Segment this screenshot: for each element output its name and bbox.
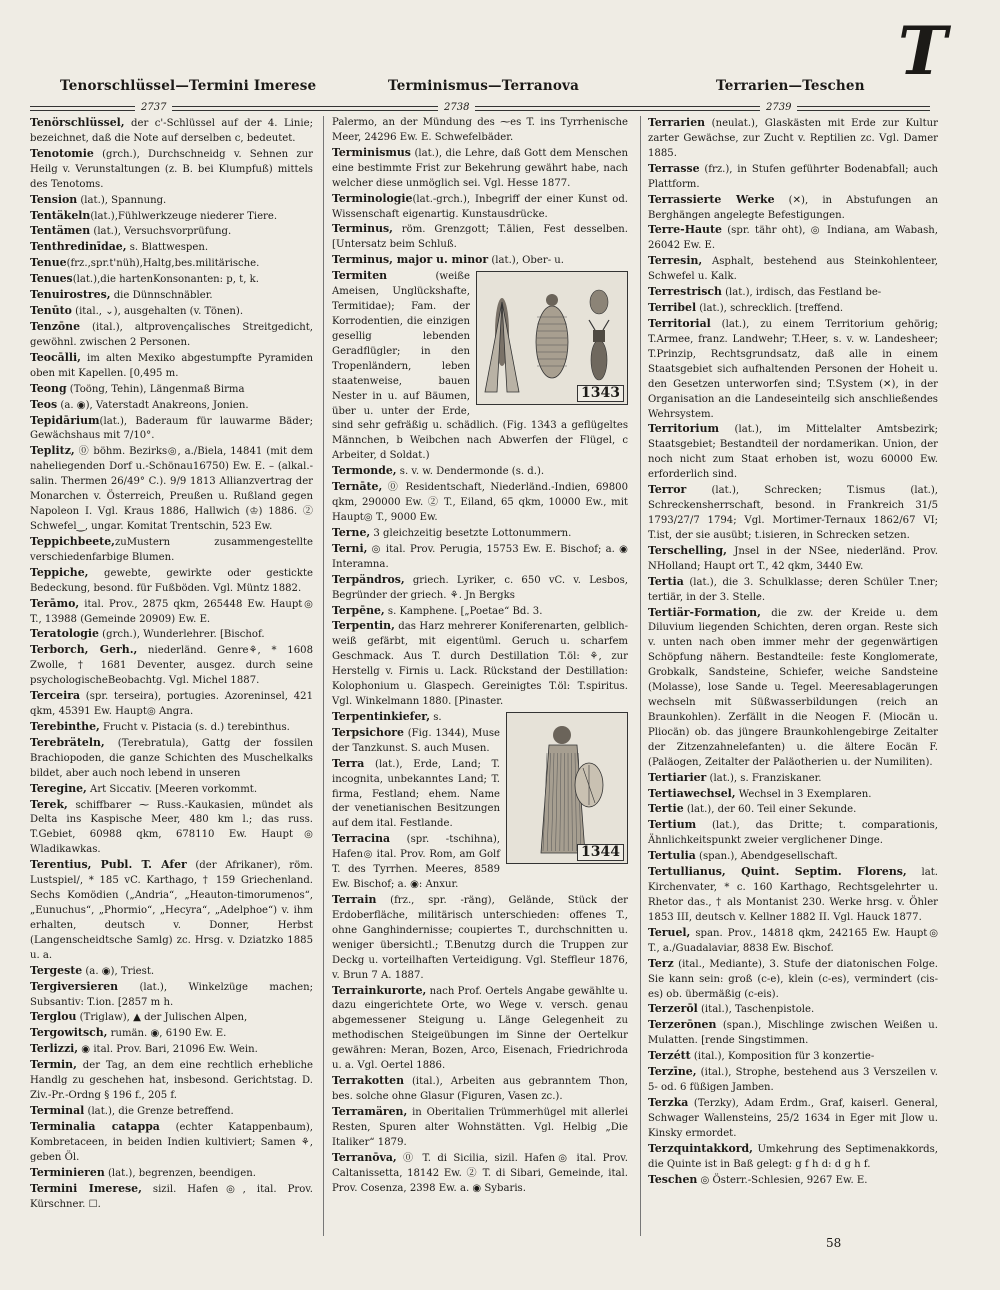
entry-text: Asphalt, bestehend aus Steinkohlenteer, Schwefel u. Kalk. [648,256,938,283]
entry-text: (ital.), Komposition für 3 konzertie- [690,1051,875,1063]
entry-text: der Tag, an dem eine rechtlich erhebliche Handlg zu geschehen hat, insbesond. Gerichtstag. D. Ziv.-Pr.-Ordng § 196 f., 205 f. [30,1060,313,1102]
dictionary-entry [648,1049,938,1065]
entry-headword: Tergowitsch, [30,1026,108,1040]
dictionary-entry [332,984,628,1075]
entry-headword: Terre-Haute [648,223,722,237]
entry-headword: Terpsichore [332,725,404,739]
entry-text: (Triglaw), ▲ der Julischen Alpen, [76,1012,248,1024]
entry-headword: Terentius, Publ. T. Afer [30,858,187,872]
entry-headword: Teruel, [648,925,691,939]
entry-text: Jnsel in der NSee, niederländ. Prov. NHolland; Haupt ort T., 42 qkm, 3440 Ew. [648,545,938,572]
page-mark: 58 [826,1236,842,1250]
dictionary-entry [332,1074,628,1105]
entry-text: (lat.), die 3. Schulklasse; deren Schüler T.ner; tertiär, in der 3. Stelle. [648,576,938,603]
entry-headword: Terrestrisch [648,285,722,299]
dictionary-entry [648,771,938,787]
entry-headword: Termin, [30,1058,77,1072]
entry-text: (frz., spr. -räng), Gelände, Stück der Erdoberfläche, militärisch unterschieden: offenes T., ohne Ganghindernisse; coupiertes T., durchschnitten u. weniger übersichtl.; T.Benutzg durch die Truppen zur Deckg u. vorteilhaften Verteidigung. Vgl. Steffleur 1876, v. Brun 7 A. 1887. [332,895,628,981]
entry-headword: Terebräteln, [30,735,105,749]
entry-headword: Teocālli, [30,350,81,364]
dictionary-entry [30,858,313,963]
dictionary-entry [30,193,313,209]
dictionary-entry [332,526,628,542]
dictionary-entry [648,1173,938,1189]
entry-text: zuMustern zusammengestellte verschiedenfarbige Blumen. [30,536,313,563]
entry-headword: Teppiche, [30,565,89,579]
entry-text: (grch.), Wunderlehrer. [Bischof. [98,629,265,641]
entry-text: (lat.),die hartenKonsonanten: p, t, k. [72,274,259,286]
entry-text: (lat.), irdisch, das Festland be- [721,287,882,299]
dictionary-entry [30,1104,313,1120]
entry-text: (ital.), Strophe, bestehend aus 3 Verszeilen v. 5- od. 6 füßigen Jamben. [648,1067,938,1094]
engraving-drawing [507,713,627,863]
entry-headword: Tentäkeln [30,208,91,222]
entry-text: Art Siccativ. [Meeren vorkommt. [86,783,258,795]
entry-text: (lat.), begrenzen, beendigen. [104,1167,256,1179]
entry-text: schiffbarer ⁓ Russ.-Kaukasien, mündet als Delta ins Kaspische Meer, 480 km l.; das russ. T.Gebiet, 60988 qkm, 678110 Ew. Haupt◎ Wladikawkas. [30,799,313,856]
entry-text: sizil. Hafen◎, ital. Prov. Kürschner. ☐. [30,1183,314,1210]
entry-headword: Terminologie [332,191,413,205]
entry-text: (lat.),Fühlwerkzeuge niederer Tiere. [90,210,278,222]
entry-text: im alten Mexiko abgestumpfte Pyramiden oben mit Kapellen. [0,495 m. [30,352,313,379]
illustration [476,271,628,405]
entry-text: (spr. tähr oht), ◎ Indiana, am Wabash, 26042 Ew. E. [648,225,938,252]
entry-text: griech. Lyriker, c. 650 vC. v. Lesbos, Begründer der griech. ⚘. Jn Bergks [332,574,628,601]
entry-text: (span.), Abendgesellschaft. [695,851,838,863]
dictionary-entry [332,480,628,526]
entry-headword: Termini Imerese, [30,1181,142,1195]
dictionary-entry [30,209,313,225]
entry-headword: Terpentinkiefer, [332,709,431,723]
entry-headword: Tension [30,192,78,206]
dictionary-entry [648,1096,938,1142]
dictionary-entry [30,351,313,382]
dictionary-entry [332,192,628,223]
dictionary-entry [648,162,938,193]
dictionary-entry [332,146,628,192]
dictionary-entry [648,802,938,818]
entry-headword: Territorium [648,422,720,436]
entry-text: ⓪ böhm. Bezirks◎, a./Biela, 14841 (mit dem naheliegenden Dorf u.-Schönau16750) Ew. E. – (alkal.-salin. Thermen 26/49° C.). 9/9 1813 Allianzvertrag der Monarchen v. Österreich, Preußen u. Rußland gegen Napoleon I. Vgl. Kraus 1886, Hallwich (♔) 1886. ② Schwefel‿, ungar. Komitat Trentschin, 523 Ew. [30,446,313,532]
entry-text: (ital., Mediante), 3. Stufe der diatonischen Folge. Sie kann sein: groß (c-e), klein (c-es), vermindert (cis-es) ob. übermäßig (c-eis). [648,958,938,1000]
dictionary-entry [30,643,313,689]
entry-text: (Toöng, Tehin), Längenmaß Birma [66,383,245,395]
header-center: Terminismus—Terranova [388,78,580,94]
dictionary-entry [30,147,313,193]
entry-text: der c'-Schlüssel auf der 4. Linie; bezeichnet, daß die Note auf derselben c, bedeutet. [30,118,313,144]
dictionary-entry [30,288,313,304]
dictionary-entry [332,464,628,480]
entry-headword: Teos [30,397,58,411]
dictionary-entry [648,223,938,254]
entry-headword: Terminus, [332,222,393,236]
entry-text: das Harz mehrerer Koniferenarten, gelblich-weiß gefärbt, mit eigentüml. Geruch u. scharfem Geschmack. Aus T. durch Destillation T.öl: ⚘, zur Herstellg v. Firnis u. Lack. Rückstand der Destillation: Kolophonium u. Glaspech. Gereinigtes T.öl: T.spiritus. Vgl. Winkelmann 1880. [Pinaster. [332,621,628,708]
entry-text: ⓪ Residentschaft, Niederländ.-Indien, 69800 qkm, 290000 Ew. ② T., Eiland, 65 qkm, 10000 Ew., mit Haupt◎ T., 9000 Ew. [332,482,628,523]
page-number-left: 2737 [135,102,172,113]
dictionary-entry [648,575,938,606]
entry-headword: Terrain [332,893,377,907]
illustration [506,712,628,864]
dictionary-entry [30,1182,313,1213]
entry-headword: Terzka [648,1096,689,1109]
dictionary-entry [648,606,938,771]
dictionary-entry [30,1042,313,1058]
entry-text: Palermo, an der Mündung des ⁓es T. ins Tyrrhenische Meer, 24296 Ew. E. Schwefelbäder. [332,117,628,143]
entry-text: (ital.), Arbeiten aus gebranntem Thon, bes. solche ohne Glasur (Figuren, Vasen zc.). [332,1076,628,1102]
dictionary-entry [30,1026,313,1042]
dictionary-entry [30,444,313,535]
entry-text: lat. Kirchenvater, * c. 160 Karthago, Rechtsgelehrter u. Rhetor das., † als Montanist 230. Werke hrsg. v. Öhler 1853 III, deutsch v. Kellner 1882 II. Vgl. Hauck 1877. [648,867,938,923]
entry-text: (ital.), Taschenpistole. [697,1004,815,1016]
dictionary-entry [30,382,313,398]
dictionary-entry [648,483,938,544]
entry-text: (lat.), zu einem Territorium gehörig; T.Armee, franz. Landwehr; T.Heer, s. v. w. Landesheer; T.Prinzip, Rechtsgrundsatz, daß alle in einem Staatsgebiet sich aufhaltenden Personen der Hoheit u. den Gesetzen unterworfen sind; T.System (✕), in der Organisation an die Landeseinteilg sich anschließendes Wehrsystem. [648,318,938,420]
entry-headword: Terranōva, [332,1150,397,1164]
column-divider-2 [640,116,641,1236]
dictionary-entry [30,736,313,782]
entry-text: (lat.), Baderaum für lauwarme Bäder; Gewächshaus mit 7/10°. [30,415,313,442]
entry-text: (spr. -tschihna), Hafen◎ ital. Prov. Rom, am Golf T. des Tyrrhen. Meeres, 8589 Ew. Bischof; a. ◉: Anxur. [332,834,500,891]
entry-headword: Tergiversieren [30,979,119,993]
dictionary-entry [648,926,938,957]
entry-headword: Terminismus [332,145,411,159]
entry-headword: Terminus, major u. minor [332,253,489,267]
entry-headword: Terminieren [30,1165,105,1179]
dictionary-entry [30,1120,313,1166]
entry-headword: Tertiär-Formation, [648,605,761,619]
entry-headword: Terribel [648,301,697,315]
entry-text: Frucht v. Pistacia (s. d.) terebinthus. [99,721,290,733]
entry-text: s. [430,711,442,723]
entry-headword: Terpentin, [332,619,395,633]
entry-headword: Ternāte, [332,480,383,494]
dictionary-entry [648,1018,938,1049]
entry-headword: Terpändros, [332,572,405,586]
entry-text: niederländ. Genre⚘, * 1608 Zwolle, † 1681 Deventer, ausgez. durch seine psychologischeBeobachtg. Vgl. Michel 1887. [30,645,313,687]
dictionary-entry [30,224,313,240]
entry-headword: Tertullianus, Quint. Septim. Florens, [648,865,907,879]
entry-headword: Tentämen [30,224,91,238]
entry-text: (lat.), Spannung. [77,194,167,206]
entry-headword: Terlizzi, [30,1042,79,1056]
dictionary-entry [30,782,313,798]
header-left: Tenorschlüssel—Termini Imerese [60,78,317,94]
entry-text: (lat.), das Dritte; t. comparationis, Ähnlichkeitspunkt zweier verglichener Dinge. [648,820,938,847]
entry-headword: Terzquintakkord, [648,1141,753,1155]
dictionary-entry [648,1142,938,1173]
entry-text: die zw. der Kreide u. dem Diluvium liegenden Schichten, deren organ. Reste sich v. unten nach oben immer mehr der gegenwärtigen Schöpfung nähern. Bestandteile: feste Konglomerate, Grobkalk, Sandsteine, Schiefer, weiche Sandsteine (Molasse), lose Sande u. Tegel. Meeresablagerungen wechseln mit Süßwasserbildungen (reich an Braunkohlen). Zerfällt in die Neogen F. (Miocän u. Pliocän) ob. das jüngere Braunkohlengebirge Zeitalter der Zitzenzahnelefanten) u. die ältere Eocän F. (Paläogen, Zeitalter der Paläotherien u. der Numiliten). [648,607,938,768]
dictionary-entry [332,604,628,620]
entry-headword: Termonde, [332,464,397,478]
dictionary-entry [648,544,938,575]
dictionary-entry [30,720,313,736]
entry-headword: Tenthredinīdae, [30,240,127,254]
entry-text: (a. ◉), Triest. [82,965,155,977]
entry-headword: Territorial [648,316,711,330]
entry-headword: Teplitz, [30,444,75,458]
dictionary-entry [332,1105,628,1151]
entry-headword: Terāmo, [30,596,80,610]
entry-headword: Terramären, [332,1104,408,1118]
entry-headword: Terra [332,756,365,770]
entry-headword: Terne, [332,525,371,539]
dictionary-entry [30,597,313,628]
column-3 [648,116,938,1189]
dictionary-entry [648,957,938,1003]
entry-headword: Tergeste [30,963,83,977]
entry-headword: Terror [648,483,687,497]
dictionary-entry [30,689,313,720]
entry-headword: Terrasse [648,161,700,175]
figure-number: 1343 [577,385,624,402]
dictionary-entry [648,849,938,865]
dictionary-entry [30,272,313,288]
dictionary-entry [30,240,313,256]
header-right: Terrarien—Teschen [716,78,865,94]
entry-text: (lat.), Winkelzüge machen; Subsantiv: T.ion. [2857 m h. [30,981,313,1008]
entry-text: (frz.), in Stufen geführter Bodenabfall; auch Plattform. [648,163,938,190]
entry-text: rumän. ◉, 6190 Ew. E. [107,1028,227,1040]
entry-text: (Terebratula), Gattg der fossilen Brachiopoden, die ganze Schichten des Muschelkalks bildet, aber auch noch lebend in unseren [30,737,313,779]
dictionary-entry [648,116,938,162]
entry-text: s. Blattwespen. [126,242,209,254]
entry-headword: Tenotomie [30,146,94,160]
dictionary-entry [332,893,628,984]
dictionary-entry [648,301,938,317]
column-2 [332,116,628,1196]
entry-text: (weiße Ameisen, Unglückshafte, Termitidae); Fam. der Korrodentien, die einzigen gesellig lebenden Geradflügler; in den Tropenländern, leben staatenweise, bauen Nester in u. auf Bäumen, über u. unter der Erde, sind sehr gefräßig u. schädlich. (Fig. 1343 a geflügeltes Männchen, b Weibchen nach Abwerfen der Flügel, c Arbeiter, d Soldat.) [332,271,628,462]
dictionary-entry [648,1065,938,1096]
entry-headword: Terrassierte Werke [648,192,775,206]
entry-headword: Terracina [332,832,391,846]
dictionary-entry [30,1010,313,1026]
entry-headword: Tertie [648,802,684,816]
entry-text: (echter Katappenbaum), Kombretaceen, in beiden Indien kultiviert; Samen ⚘, geben Öl. [30,1121,313,1163]
entry-text: 3 gleichzeitig besetzte Lottonummern. [370,527,572,539]
entry-text: (a. ◉), Vaterstadt Anakreons, Jonien. [57,399,249,411]
entry-headword: Terzerōnen [648,1018,717,1032]
entry-text: ◉ ital. Prov. Bari, 21096 Ew. Wein. [78,1044,258,1056]
entry-text: (neulat.), Glaskästen mit Erde zur Kultur zarter Gewächse, zur Zucht v. Reptilien zc. Vgl. Damer 1885. [648,118,938,159]
column-divider-1 [323,116,324,1236]
dictionary-entry [332,573,628,604]
entry-headword: Terglou [30,1010,77,1024]
entry-text: (lat.), die Lehre, daß Gott dem Menschen eine bestimmte Frist zur Bekehrung gewährt habe, nach welcher diese unmöglich sei. Vgl. Hesse 1877. [332,147,628,189]
entry-text: (lat.), Ober- u. [488,255,565,267]
page-number-right: 2739 [760,102,797,113]
dictionary-entry [30,566,313,597]
dictionary-entry [332,1151,628,1197]
dictionary-entry [30,964,313,980]
entry-text: s. Kamphene. [„Poetae“ Bd. 3. [384,605,543,617]
dictionary-entry [30,398,313,414]
entry-headword: Terschelling, [648,543,727,557]
entry-headword: Tenzōne [30,319,80,333]
dictionary-entry [30,627,313,643]
dictionary-entry [648,285,938,301]
dictionary-entry [332,222,628,253]
entry-text: (ital., ⌄), ausgehalten (v. Tönen). [71,306,244,318]
entry-text: (der Afrikaner), röm. Lustspiel/, * 185 vC. Karthago, † 159 Griechenland. Sechs Komödien („Andria“, „Heauton-timorumenos“, „Eunuchus“, „Phormio“, „Hecyra“, „Adelphoe“) v. ihm erhalten, deutsch v. Donner, Herbst (Langenscheidtsche Samlg) zc. Hrsg. v. Dziatzko 1885 u. a. [30,860,313,961]
dictionary-entry [332,542,628,573]
dictionary-entry [648,254,938,285]
section-letter: T [898,12,948,90]
entry-headword: Tertiawechsel, [648,786,736,800]
entry-headword: Terebinthe, [30,719,100,733]
dictionary-entry [30,256,313,272]
dictionary-entry [648,818,938,849]
entry-headword: Teratologie [30,627,99,641]
entry-text: in Oberitalien Trümmerhügel mit allerlei Resten, Spuren alter Wohnstätten. Vgl. Helbig „Die Italiker“ 1879. [332,1106,628,1148]
dictionary-entry [648,422,938,483]
dictionary-entry [30,1166,313,1182]
entry-text: (lat.), im Mittelalter Amtsbezirk; Staatsgebiet; Bestandteil der nordamerikan. Union, der noch nicht zum Staat erhoben ist, wozu 60000 Ew. erforderlich sind. [648,424,938,481]
entry-headword: Terek, [30,797,68,811]
figure-number: 1344 [577,844,624,861]
dictionary-entry [648,865,938,926]
entry-headword: Teschen [648,1172,698,1186]
column-2-bottom [332,832,628,1196]
dictionary-entry [30,535,313,566]
entry-headword: Terrainkurorte, [332,983,427,997]
entry-text: (lat.-grch.), Inbegriff der einer Kunst od. Wissenschaft eigenartig. Kunstausdrücke. [332,193,628,220]
entry-text: span. Prov., 14818 qkm, 242165 Ew. Haupt◎ T., a./Guadalaviar, 8838 Ew. Bischof. [648,927,938,954]
entry-headword: Tenue [30,256,67,270]
entry-headword: Terrakotten [332,1074,405,1088]
entry-text: ◎ Österr.-Schlesien, 9267 Ew. E. [697,1174,868,1186]
entry-headword: Tenuirostres, [30,288,111,302]
dictionary-entry [30,320,313,351]
entry-headword: Tertium [648,818,697,832]
entry-text: (Terzky), Adam Erdm., Graf, kaiserl. General, Schwager Wallensteins, 25/2 1634 in Eger mit Jlow u. Kinsky ermordet. [648,1098,938,1139]
entry-text: s. v. w. Dendermonde (s. d.). [396,466,545,478]
entry-headword: Terminal [30,1104,85,1117]
dictionary-entry [648,787,938,803]
entry-headword: Tenūto [30,304,72,318]
dictionary-entry [30,304,313,320]
entry-text: (frz.,spr.t'nüh),Haltg,bes.militärische. [66,258,260,270]
entry-text: röm. Grenzgott; T.ālien, Fest desselben. [Untersatz beim Schluß. [332,224,628,251]
entry-text: (✕), in Abstufungen an Berghängen angelegte Befestigungen. [648,194,938,221]
entry-headword: Terz [648,956,674,970]
entry-headword: Tertulia [648,849,696,863]
dictionary-entry [332,269,628,464]
entry-text: (span.), Mischlinge zwischen Weißen u. Mulatten. [rende Singstimmen. [648,1020,938,1047]
entry-headword: Terceira [30,689,81,703]
entry-headword: Teppichbeete, [30,534,115,548]
dictionary-entry [30,1058,313,1104]
entry-text: (lat.), Erde, Land; T. incognita, unbekanntes Land; T. firma, Festland; ehem. Name der venetianischen Besitzungen auf dem ital. Festlande. [332,758,500,830]
entry-headword: Terzerōl [648,1002,698,1016]
entry-headword: Terminalia catappa [30,1119,160,1133]
entry-text: (lat.), die Grenze betreffend. [84,1106,234,1117]
entry-text: (lat.), der 60. Teil einer Sekunde. [683,804,857,816]
column-1 [30,116,313,1212]
entry-text: nach Prof. Oertels Angabe gewählte u. dazu eingerichtete Orte, wo Wege v. versch. genau abgemessener Steigung u. Länge Gelegenheit zu methodischen Steigeübungen im Sinne der Oertelkur gewähren: Meran, Bozen, Arco, Eisenach, Friedrichroda u. a. Vgl. Oertel 1886. [332,985,628,1072]
dictionary-entry [30,116,313,147]
entry-headword: Tepidārium [30,413,100,427]
entry-text: (lat.), Versuchsvorprüfung. [90,226,232,238]
entry-headword: Terzīne, [648,1065,697,1079]
entry-text: Wechsel in 3 Exemplaren. [735,788,872,800]
entry-text: (lat.), s. Franziskaner. [706,772,822,784]
entry-text: ⓪ T. di Sicilia, sizil. Hafen◎ ital. Prov. Caltanissetta, 18142 Ew. ② T. di Sibari, Gemeinde, ital. Prov. Cosenza, 2398 Ew. a. ◉ Sybaris. [332,1152,628,1194]
entry-headword: Termiten [332,269,388,283]
page-number-center: 2738 [438,102,475,113]
entry-text: (lat.), Schrecken; T.ismus (lat.), Schreckensherrschaft, besond. in Frankreich 31/5 1793/27/7 1794; Vgl. Mortimer-Ternaux 1862/67 VI; T.ist, der sie ausübt; t.isieren, in Schrecken setzen. [648,485,938,541]
dictionary-entry [648,1002,938,1018]
entry-headword: Terrarien [648,116,706,129]
entry-text: (ital.), altprovençalisches Streitgedicht, gewöhnl. zwischen 2 Personen. [30,321,313,348]
entry-headword: Terzétt [648,1049,691,1063]
entry-headword: Tertia [648,574,684,588]
dictionary-entry [648,193,938,224]
entry-text: ◎ ital. Prov. Perugia, 15753 Ew. E. Bischof; a. ◉ Interamna. [332,543,628,570]
entry-headword: Tenörschlüssel, [30,116,125,129]
entry-text: (spr. terseira), portugies. Azoreninsel, 421 qkm, 45391 Ew. Haupt◎ Angra. [30,691,313,718]
dictionary-entry [30,980,313,1011]
entry-text: (lat.), schrecklich. [treffend. [696,303,844,315]
entry-headword: Terni, [332,541,368,555]
entry-text: Umkehrung des Septimenakkords, die Quinte ist in Baß gelegt: g f h d: d g h f. [648,1143,938,1170]
dictionary-entry [332,116,628,146]
dictionary-entry [30,798,313,859]
entry-headword: Terresin, [648,254,703,268]
entry-headword: Teregine, [30,781,87,795]
dictionary-entry [648,317,938,422]
dictionary-entry [30,414,313,445]
entry-headword: Teong [30,381,67,395]
entry-text: (grch.), Durchschneidg v. Sehnen zur Heilg v. Verunstaltungen (z. B. bei Klumpfuß) mittels des Tenotoms. [30,148,313,190]
entry-text: ital. Prov., 2875 qkm, 265448 Ew. Haupt◎ T., 13988 (Gemeinde 20909) Ew. E. [30,598,313,625]
entry-text: die Dünnschnäbler. [110,290,213,302]
dictionary-entry [332,253,628,269]
entry-text: (Fig. 1344), Muse der Tanzkunst. S. auch Musen. [332,727,500,754]
entry-headword: Tertiarier [648,770,707,784]
entry-headword: Tenues [30,272,73,286]
entry-headword: Terpēne, [332,603,385,617]
dictionary-entry [332,619,628,710]
entry-text: gewebte, gewirkte oder gestickte Bedeckung, besond. für Fußböden. Vgl. Müntz 1882. [30,567,313,594]
entry-headword: Terborch, Gerh., [30,643,138,657]
